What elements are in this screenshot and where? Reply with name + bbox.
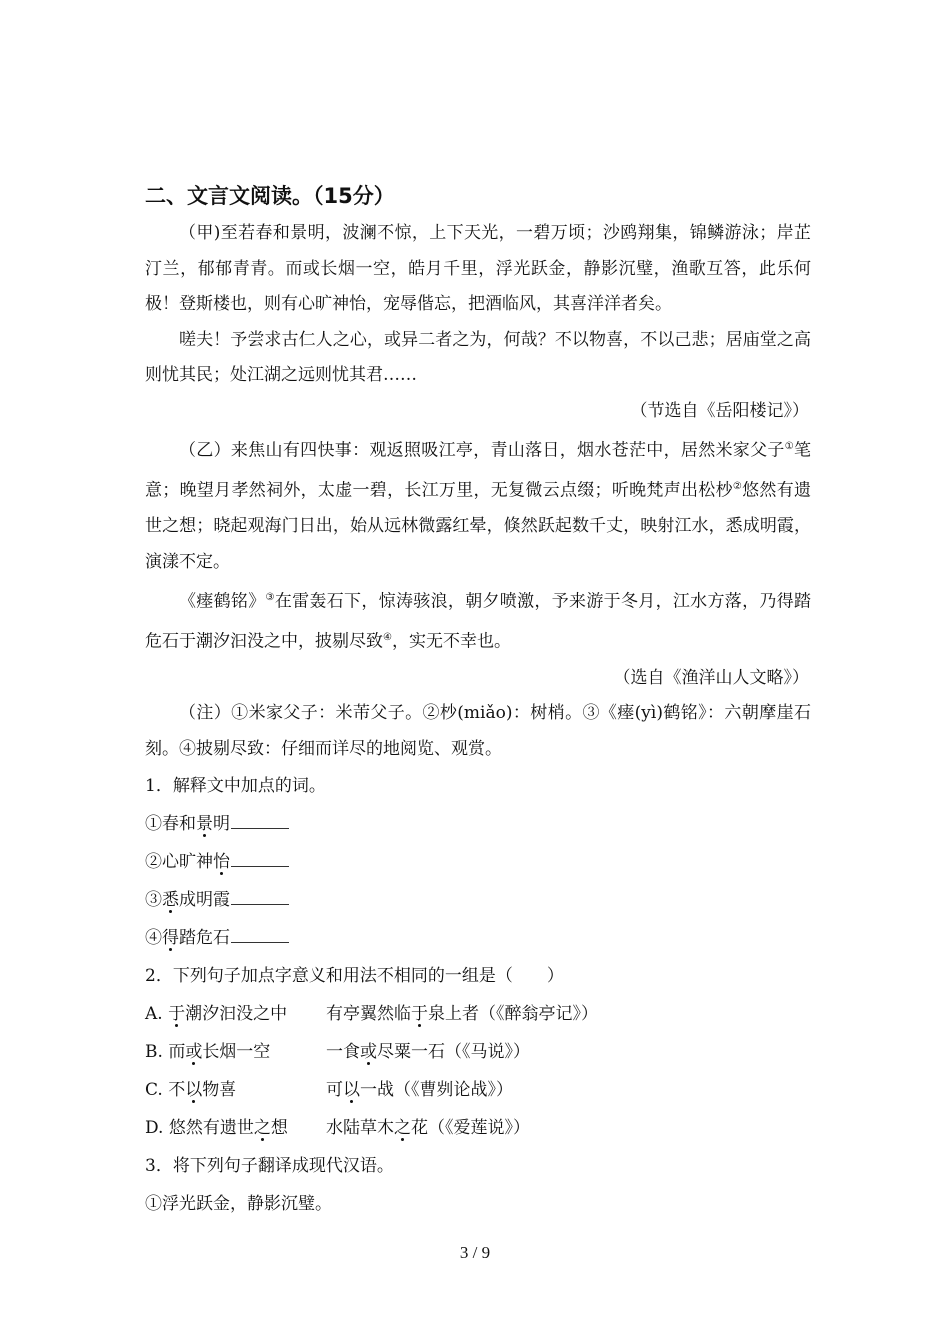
- footnote-marker: ①: [784, 441, 795, 452]
- dotted-character: 之: [253, 1118, 271, 1139]
- option-left: [145, 995, 326, 1033]
- option-text: 一战（《曹刿论战》）: [360, 1080, 513, 1101]
- dotted-character: 于: [411, 1004, 428, 1025]
- option-letter: D.: [145, 1118, 164, 1139]
- text-segment: 笔意；晚望月孝然祠外，太虚一碧，长江万里，无复微云点缀；听晚梵声出松杪: [145, 440, 812, 501]
- passage-jia-paragraph-1: （甲)至若春和景明，波澜不惊，上下天光，一碧万顷；沙鸥翔集，锦鳞游泳；岸芷汀兰，郁郁青青。而或长烟一空，皓月千里，浮光跃金，静影沉璧，渔歌互答，此乐何极！登斯楼也，则有心旷神怡，宠辱偕忘，把酒临风，其喜洋洋者矣。: [145, 223, 811, 314]
- option-text: 有亭翼然临: [326, 1004, 411, 1025]
- passage-yi-source: （选自《渔洋山人文略》）: [613, 667, 809, 688]
- question-1-item: [145, 881, 811, 919]
- passage-notes: （注）①米家父子：米芾父子。②杪(miǎo)：树梢。③《瘗(yì)鹤铭》：六朝摩崖石刻。④披剔尽致：仔细而详尽的地阅览、观赏。: [145, 703, 811, 759]
- item-text: 心旷神: [162, 852, 213, 873]
- item-number: ④: [145, 928, 162, 949]
- question-1-item: [145, 805, 811, 843]
- dotted-character: 景: [196, 814, 213, 835]
- passage-jia-paragraph-2: 嗟夫！予尝求古仁人之心，或异二者之为，何哉？不以物喜，不以己悲；居庙堂之高则忧其民；处江湖之远则忧其君……: [145, 329, 811, 385]
- option-text: 水陆草木: [326, 1118, 394, 1139]
- answer-blank: [231, 941, 289, 943]
- option-left: [145, 1033, 326, 1071]
- dotted-character: 于: [168, 1004, 186, 1025]
- page-number: 3 / 9: [459, 1243, 491, 1262]
- text-segment: 在雷轰石下，惊涛骇浪，朝夕喷激，予来游于冬月，江水方落，乃得踏危石于潮汐汩没之中，披剔尽致: [145, 591, 812, 653]
- question-3-stem: 3．将下列句子翻译成现代汉语。: [145, 1156, 394, 1177]
- text-segment: 悠然有遗世之想；晓起观海门日出，始从远林微露红晕，倏然跃起数千丈，映射江水，悉成明霞，演漾不定。: [145, 480, 812, 572]
- option-text: 一食: [326, 1042, 360, 1063]
- item-number: ①: [145, 814, 162, 835]
- dotted-character: 或: [185, 1042, 203, 1063]
- dotted-character: 得: [162, 928, 179, 949]
- item-text: 成明霞: [179, 890, 230, 911]
- dotted-character: 或: [360, 1042, 377, 1063]
- answer-blank: [231, 903, 289, 905]
- option-text: 可: [326, 1080, 343, 1101]
- footnote-marker: ②: [732, 481, 743, 493]
- item-text: 踏危石: [179, 928, 230, 949]
- question-2-option: [145, 1033, 811, 1071]
- option-text: 想: [270, 1118, 288, 1139]
- item-number: ③: [145, 890, 162, 911]
- question-3-item: ①浮光跃金，静影沉璧。: [145, 1194, 332, 1215]
- question-1-item: [145, 843, 811, 881]
- section-title: 二、文言文阅读。（15分）: [145, 184, 395, 208]
- option-letter: B.: [145, 1042, 163, 1063]
- dotted-character: 之: [394, 1118, 411, 1139]
- dotted-character: 以: [343, 1080, 360, 1101]
- item-text: 春和: [162, 814, 196, 835]
- option-left: [145, 1071, 326, 1109]
- answer-blank: [231, 865, 289, 867]
- option-text: 潮汐汩没之中: [185, 1004, 288, 1025]
- option-text: 而: [168, 1042, 186, 1063]
- option-text: 花（《爱莲说》）: [411, 1118, 530, 1139]
- question-1-stem: 1．解释文中加点的词。: [145, 776, 326, 797]
- option-text: 尽粟一石（《马说》）: [377, 1042, 530, 1063]
- question-1-item: [145, 919, 811, 957]
- option-text: 不: [168, 1080, 186, 1101]
- passage-yi-paragraph-1: [145, 429, 811, 580]
- footnote-marker: ③: [265, 592, 275, 604]
- option-text: 泉上者（《醉翁亭记》）: [428, 1004, 598, 1025]
- question-2-option: [145, 995, 811, 1033]
- text-segment: ，实无不幸也。: [391, 632, 511, 653]
- passage-yi-paragraph-2: [145, 580, 811, 660]
- question-2-option: [145, 1071, 811, 1109]
- option-left: [145, 1109, 326, 1147]
- dotted-character: 以: [185, 1080, 203, 1101]
- item-text: 明: [213, 814, 230, 835]
- answer-blank: [231, 827, 289, 829]
- dotted-character: 怡: [213, 852, 230, 873]
- option-text: 物喜: [202, 1080, 237, 1101]
- option-letter: C.: [145, 1080, 163, 1101]
- option-text: 悠然有遗世: [168, 1118, 254, 1139]
- passage-jia-source: （节选自《岳阳楼记》）: [630, 400, 809, 421]
- option-letter: A.: [145, 1004, 163, 1025]
- footnote-marker: ④: [383, 632, 392, 644]
- item-number: ②: [145, 852, 162, 873]
- exam-content: [145, 178, 811, 1223]
- text-segment: 《瘗鹤铭》: [179, 591, 266, 612]
- question-2-stem: 2．下列句子加点字意义和用法不相同的一组是（ ）: [145, 966, 564, 987]
- option-text: 长烟一空: [202, 1042, 271, 1063]
- dotted-character: 悉: [162, 890, 179, 911]
- question-2-option: [145, 1109, 811, 1147]
- text-segment: （乙）来焦山有四快事：观返照吸江亭，青山落日，烟水苍茫中，居然米家父子: [179, 440, 785, 461]
